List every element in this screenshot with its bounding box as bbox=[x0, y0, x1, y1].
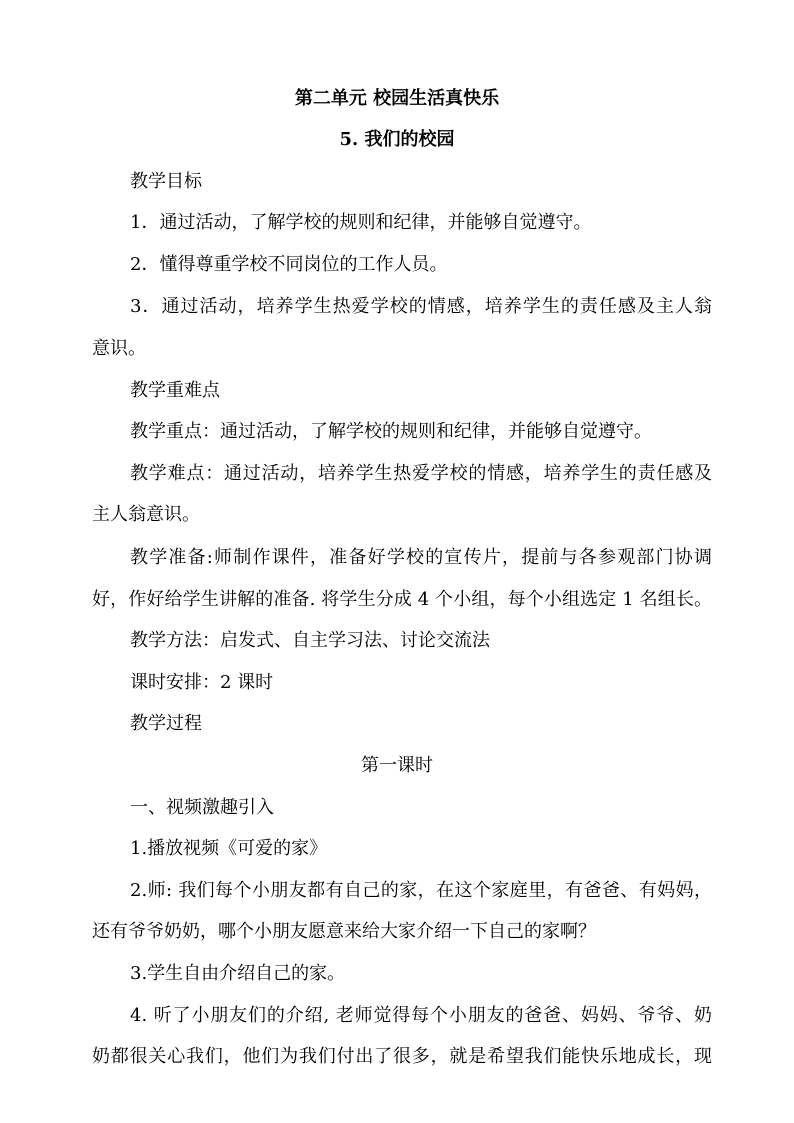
section-heading-objectives: 教学目标 bbox=[130, 171, 202, 192]
objective-item-3: 3．通过活动，培养学生热爱学校的情感，培养学生的责任感及主人翁 bbox=[130, 296, 712, 317]
objective-item-3-continued: 意识。 bbox=[92, 338, 146, 359]
lesson-title: 5. 我们的校园 bbox=[339, 129, 455, 150]
teaching-preparation-text: 教学准备:师制作课件，准备好学校的宣传片，提前与各参观部门协调 bbox=[130, 547, 712, 568]
teaching-methods-text: 教学方法：启发式、自主学习法、讨论交流法 bbox=[130, 630, 490, 651]
objective-item-2: 2．懂得尊重学校不同岗位的工作人员。 bbox=[130, 254, 448, 275]
step-item-2-continued: 还有爷爷奶奶，哪个小朋友愿意来给大家介绍一下自己的家啊？ bbox=[92, 921, 596, 942]
step-item-1: 1.播放视频《可爱的家》 bbox=[130, 838, 328, 859]
difficult-point-text-continued: 主人翁意识。 bbox=[92, 504, 200, 525]
section-heading-process: 教学过程 bbox=[130, 713, 202, 734]
key-point-text: 教学重点：通过活动，了解学校的规则和纪律，并能够自觉遵守。 bbox=[130, 421, 652, 442]
unit-title: 第二单元 校园生活真快乐 bbox=[294, 88, 500, 109]
class-schedule-text: 课时安排：2 课时 bbox=[130, 672, 274, 693]
step-item-4-continued: 奶都很关心我们，他们为我们付出了很多，就是希望我们能快乐地成长，现 bbox=[92, 1046, 712, 1067]
step-item-3: 3.学生自由介绍自己的家。 bbox=[130, 963, 346, 984]
step-item-2: 2.师: 我们每个小朋友都有自己的家，在这个家庭里，有爸爸、有妈妈， bbox=[130, 880, 712, 901]
section-heading-key-points: 教学重难点 bbox=[130, 380, 220, 401]
lesson-period-heading: 第一课时 bbox=[361, 755, 433, 776]
difficult-point-text: 教学难点：通过活动，培养学生热爱学校的情感，培养学生的责任感及 bbox=[130, 463, 712, 484]
step-item-4: 4. 听了小朋友们的介绍, 老师觉得每个小朋友的爸爸、妈妈、爷爷、奶 bbox=[130, 1005, 712, 1026]
teaching-preparation-text-continued: 好，作好给学生讲解的准备. 将学生分成 4 个小组，每个小组选定 1 名组长。 bbox=[92, 589, 712, 610]
step-heading-video-intro: 一、视频激趣引入 bbox=[130, 797, 274, 818]
objective-item-1: 1．通过活动，了解学校的规则和纪律，并能够自觉遵守。 bbox=[130, 212, 592, 233]
